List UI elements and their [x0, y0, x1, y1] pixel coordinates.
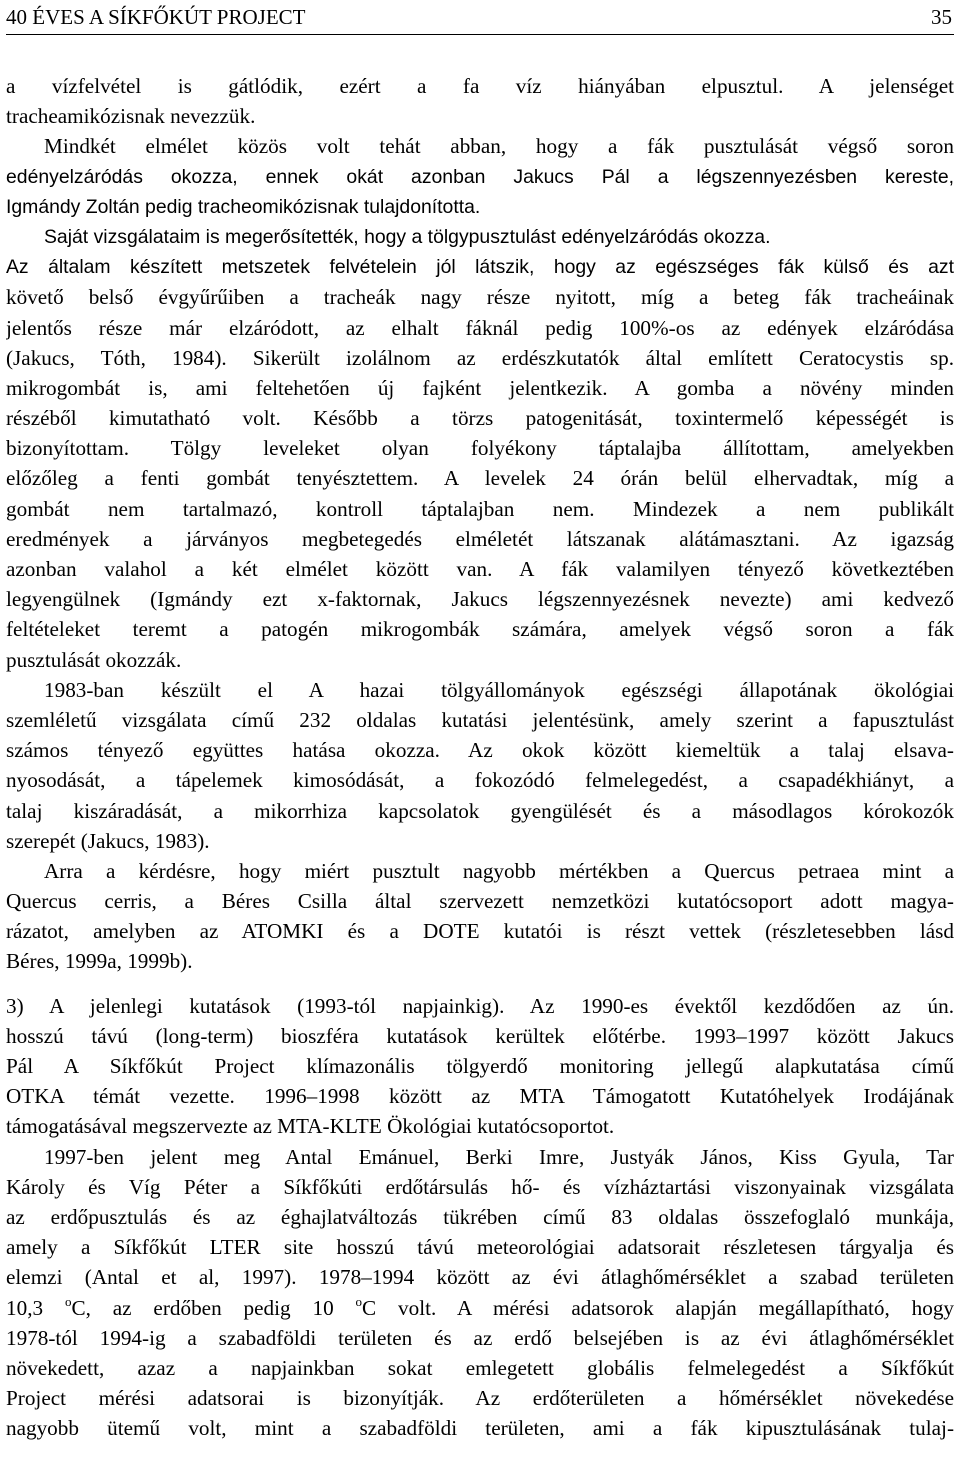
text-line: bizonyítottam. Tölgy leveleket olyan folyékony táptalajba állítottam, amelyekben: [6, 436, 954, 461]
text-line: Saját vizsgálataim is megerősítették, hogy a tölgypusztulást edényelzáródás okozza.: [44, 225, 771, 248]
text-line: Az általam készített metszetek felvételein jól látszik, hogy az egészséges fák külső és azt: [6, 256, 954, 279]
text-line: követő belső évgyűrűiben a tracheák nagy része nyitott, míg a beteg fák tracheáinak: [6, 285, 954, 310]
text-line: nyosodását, a tápelemek kimosódását, a fokozódó felmelegedést, a csapadékhiányt, a: [6, 768, 954, 793]
text-line: növekedett, azaz a napjainkban sokat emlegetett globális felmelegedést a Síkfőkút: [6, 1355, 954, 1380]
text-line: gombát nem tartalmazó, kontroll táptalajban nem. Mindezek a nem publikált: [6, 496, 954, 521]
text-line: Mindkét elmélet közös volt tehát abban, hogy a fák pusztulását végső soron: [44, 134, 954, 159]
text-line: az erdőpusztulás és az éghajlatváltozás tükrében című 83 oldalas összefoglaló munkája,: [6, 1204, 954, 1229]
text-line: amely a Síkfőkút LTER site hosszú távú meteorológiai adatsorait részletesen tárgyalja és: [6, 1235, 954, 1260]
header-title: 40 ÉVES A SÍKFŐKÚT PROJECT: [6, 5, 306, 29]
text-line: (Jakucs, Tóth, 1984). Sikerült izolálnom az erdészkutatók által említett Ceratocystis sp.: [6, 345, 954, 370]
text-line: pusztulását okozzák.: [6, 647, 182, 672]
text-line: tracheamikózisnak nevezzük.: [6, 104, 256, 129]
text-line: szemléletű vizsgálata című 232 oldalas kutatási jelentésünk, amely szerint a fapusztulást: [6, 707, 954, 732]
text-line: szerepét (Jakucs, 1983).: [6, 828, 210, 853]
text-line: OTKA témát vezette. 1996–1998 között az MTA Támogatott Kutatóhelyek Irodájának: [6, 1084, 954, 1109]
text-line: Quercus cerris, a Béres Csilla által szervezett nemzetközi kutatócsoport adott magya-: [6, 889, 954, 914]
text-line: mikrogombát is, ami feltehetően új fajként jelentkezik. A gomba a növény minden: [6, 375, 954, 400]
text-line: talaj kiszáradását, a mikorrhiza kapcsolatok gyengülését és a másodlagos kórokozók: [6, 798, 954, 823]
text-line: Károly és Víg Péter a Síkfőkúti erdőtársulás hő- és vízháztartási viszonyainak vizsgálata: [6, 1174, 954, 1199]
text-line: a vízfelvétel is gátlódik, ezért a fa víz hiányában elpusztul. A jelenséget: [6, 74, 954, 98]
text-line: 1997-ben jelent meg Antal Emánuel, Berki Imre, Justyák János, Kiss Gyula, Tar: [44, 1144, 954, 1169]
text-line: Igmándy Zoltán pedig tracheomikózisnak tulajdonította.: [6, 195, 481, 218]
page-number: 35: [931, 5, 952, 29]
text-line: Béres, 1999a, 1999b).: [6, 949, 193, 974]
text-line: előzőleg a fenti gombát tenyésztettem. A levelek 24 órán belül elhervadtak, míg a: [6, 466, 954, 491]
text-line: 1983-ban készült el A hazai tölgyállományok egészségi állapotának ökológiai: [44, 677, 954, 702]
text-line: Pál A Síkfőkút Project klímazonális tölgyerdő monitoring jellegű alapkutatása című: [6, 1054, 954, 1078]
text-line: Arra a kérdésre, hogy miért pusztult nagyobb mértékben a Quercus petraea mint a: [44, 858, 954, 883]
text-line: támogatásával megszervezte az MTA-KLTE Ökológiai kutatócsoportot.: [6, 1114, 615, 1139]
text-line: jelentős része már elzáródott, az elhalt fáknál pedig 100%-os az edények elzáródása: [6, 315, 954, 340]
running-header: [6, 3, 954, 35]
body-text: [6, 71, 954, 1443]
text-line: feltételeket teremt a patogén mikrogombák számára, amelyek végső soron a fák: [6, 617, 954, 642]
text-line: azonban valahol a két elmélet között van. A fák valamilyen tényező következtében: [6, 557, 954, 581]
text-line: 3) A jelenlegi kutatások (1993-tól napjainkig). Az 1990-es évektől kezdődően az ún.: [6, 993, 954, 1018]
text-line: rázatot, amelyben az ATOMKI és a DOTE kutatói is részt vettek (részletesebben lásd: [6, 919, 954, 944]
text-line: edényelzáródás okozza, ennek okát azonban Jakucs Pál a légszennyezésben kereste,: [6, 165, 954, 188]
text-line: legyengülnek (Igmándy ezt x-faktornak, Jakucs légszennyezésnek nevezte) ami kedvező: [6, 587, 954, 612]
text-line: elemzi (Antal et al, 1997). 1978–1994 között az évi átlaghőmérséklet a szabad területen: [6, 1265, 954, 1290]
text-line: nagyobb ütemű volt, mint a szabadföldi területen, ami a fák kipusztulásának tulaj-: [6, 1416, 954, 1441]
text-line: 1978-tól 1994-ig a szabadföldi területen és az erdő belsejében is az évi átlaghőmérséklet: [6, 1325, 954, 1350]
text-line: 10,3 $^o$C, az erdőben pedig 10 $^o$C volt. A mérési adatsorok alapján megállapítható, hogy: [6, 1293, 954, 1320]
text-line: Project mérési adatsorai is bizonyítják. Az erdőterületen a hőmérséklet növekedése: [6, 1386, 954, 1411]
text-line: eredmények a járványos megbetegedés elméletét látszanak alátámasztani. Az igazság: [6, 526, 954, 551]
text-line: hosszú távú (long-term) bioszféra kutatások kerültek előtérbe. 1993–1997 között Jakucs: [6, 1023, 954, 1048]
text-line: részéből kimutatható volt. Később a törzs patogenitását, toxintermelő képességét is: [6, 406, 954, 431]
text-line: számos tényező együttes hatása okozza. Az okok között kiemeltük a talaj elsava-: [6, 738, 954, 763]
